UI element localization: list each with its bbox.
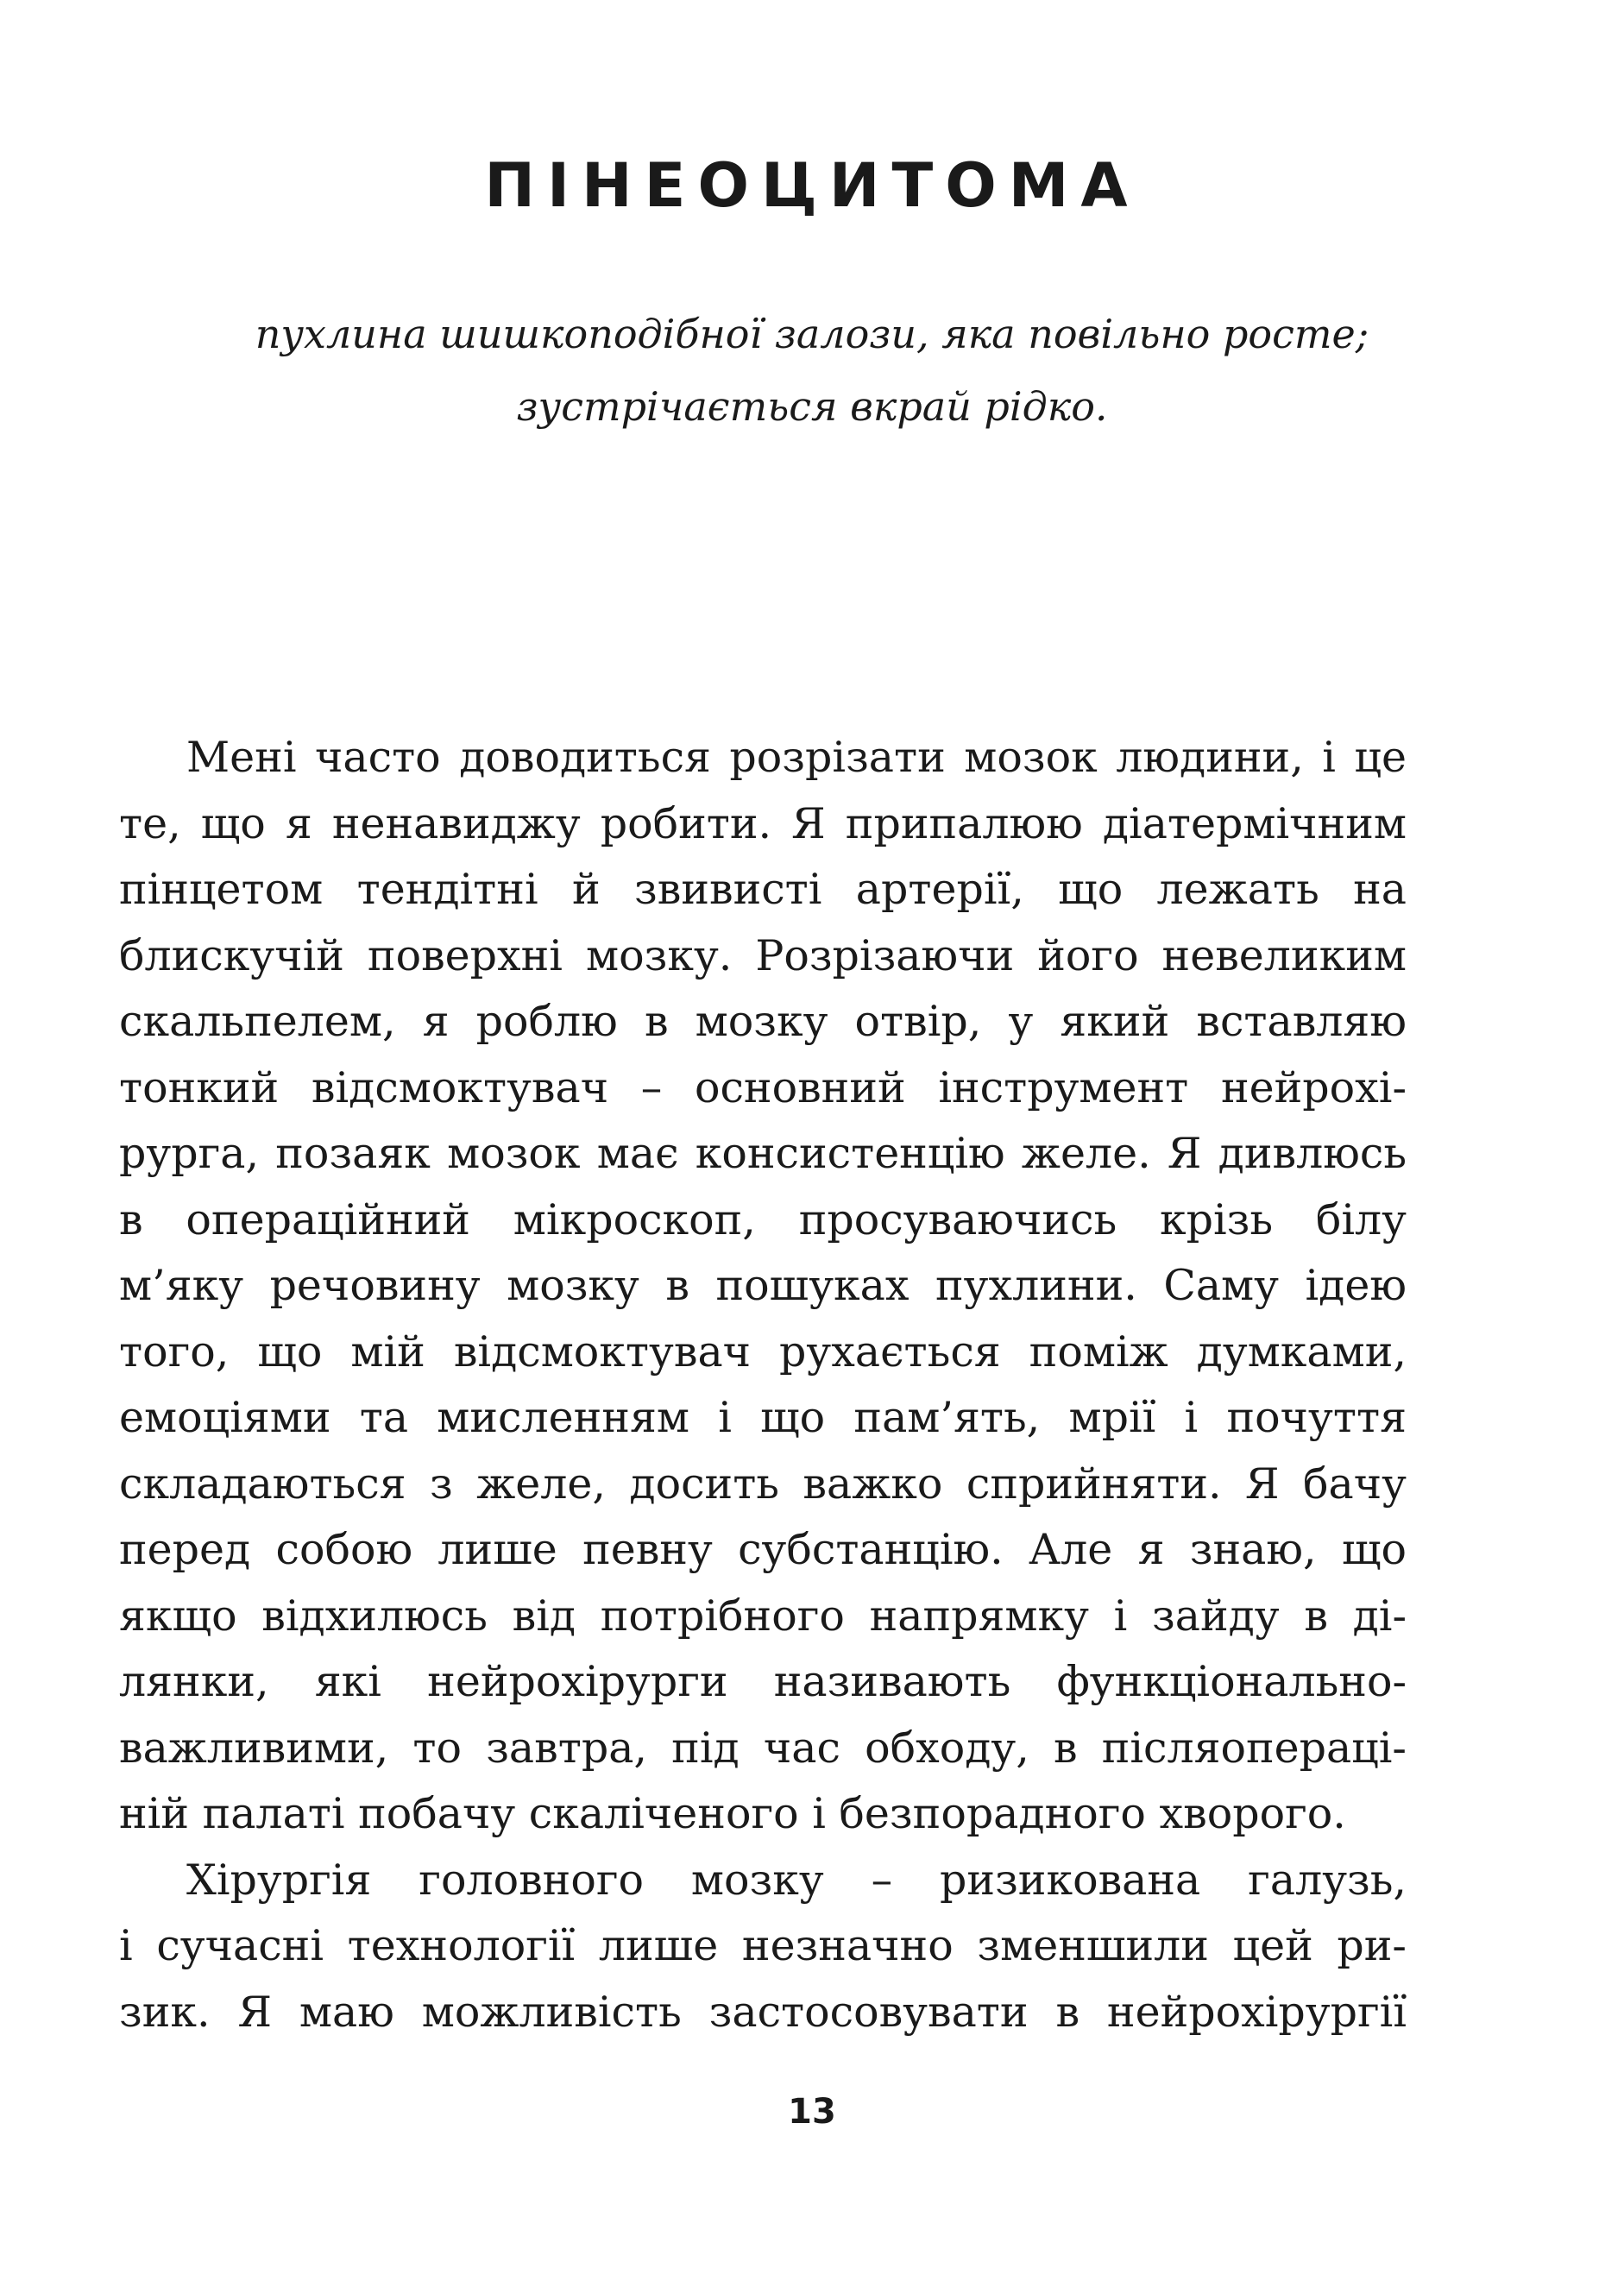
text-line: емоціями та мисленням і що пам’ять, мрії і почуття xyxy=(119,1393,1407,1442)
text-line: якщо відхилюсь від потрібного напрямку і зайду в ді- xyxy=(119,1591,1407,1641)
text-line: пінцетом тендітні й звивисті артерії, що лежать на xyxy=(119,865,1407,914)
chapter-epigraph xyxy=(0,298,1624,443)
text-line: Хірургія головного мозку – ризикована галузь, xyxy=(186,1855,1407,1905)
text-line: блискучій поверхні мозку. Розрізаючи його невеликим xyxy=(119,930,1407,980)
body-text xyxy=(119,725,1407,2045)
text-line: складаються з желе, досить важко сприйняти. Я бачу xyxy=(119,1459,1407,1509)
text-line: зик. Я маю можливість застосовувати в нейрохірургії xyxy=(119,1987,1407,2037)
epigraph-line: пухлина шишкоподібної залози, яка повільно росте; xyxy=(255,311,1369,357)
paragraph xyxy=(119,1848,1407,2046)
text-line: ній палаті побачу скаліченого і безпорадного хворого. xyxy=(119,1789,1346,1838)
text-line: в операційний мікроскоп, просуваючись крізь білу xyxy=(119,1194,1407,1244)
text-line: лянки, які нейрохірурги називають функціонально- xyxy=(119,1657,1407,1706)
text-line: тонкий відсмоктувач – основний інструмент нейрохі- xyxy=(119,1062,1407,1112)
text-line: скальпелем, я роблю в мозку отвір, у який вставляю xyxy=(119,997,1407,1046)
text-line: того, що мій відсмоктувач рухається поміж думками, xyxy=(119,1326,1407,1377)
text-line: і сучасні технології лише незначно зменшили цей ри- xyxy=(119,1921,1407,1970)
text-line: м’яку речовину мозку в пошуках пухлини. Саму ідею xyxy=(119,1261,1407,1310)
epigraph-line: зустрічається вкрай рідко. xyxy=(516,383,1108,430)
text-line: те, що я ненавиджу робити. Я припалюю діатермічним xyxy=(119,798,1407,848)
text-line: Мені часто доводиться розрізати мозок людини, і це xyxy=(186,733,1407,782)
page-number: 13 xyxy=(788,2092,836,2132)
chapter-title: ПІНЕОЦИТОМА xyxy=(484,150,1140,221)
text-line: рурга, позаяк мозок має консистенцію желе. Я дивлюсь xyxy=(119,1129,1407,1178)
text-line: перед собою лише певну субстанцію. Але я знаю, що xyxy=(119,1525,1407,1574)
paragraph xyxy=(119,725,1407,1848)
text-line: важливими, то завтра, під час обходу, в післяопераці- xyxy=(119,1723,1407,1773)
